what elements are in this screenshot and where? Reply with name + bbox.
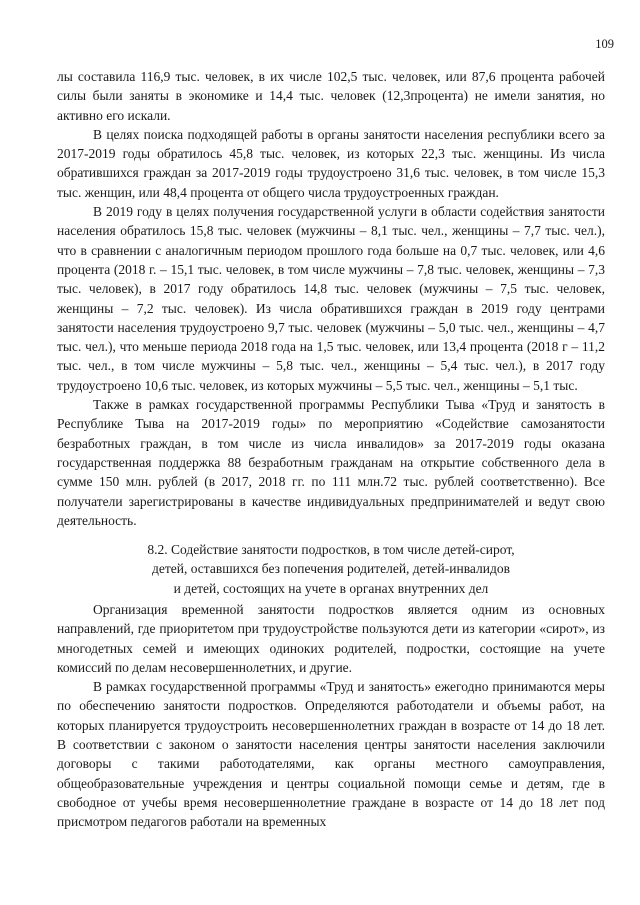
section-heading	[57, 540, 605, 598]
paragraph-job-search: В целях поиска подходящей работы в органы занятости населения республики всего за 2017-2019 годы обратилось 45,8 тыс. человек, из которых 22,3 тыс. женщины. Из числа обратившихся граждан за 2017-2019 годы трудоустроено 31,6 тыс. человек, в том числе 15,3 тыс. женщин, или 48,4 процента от общего числа трудоустроенных граждан.	[57, 126, 605, 200]
paragraph-temporary-employment: Организация временной занятости подростков является одним из основных направлений, где приоритетом при трудоустройстве пользуются дети из категории «сирот», из многодетных семей и имеющих одиноких родителей, подростки, состоящие на учете комиссий по делам несовершеннолетних, и другие.	[57, 602, 605, 675]
section-heading-line-2: детей, оставшихся без попечения родителей, детей-инвалидов	[151, 561, 510, 577]
bottom-text-block	[57, 600, 605, 832]
top-text-block	[57, 67, 605, 530]
section-heading-line-3: и детей, состоящих на учете в органах внутренних дел	[173, 580, 489, 596]
page-number: 109	[595, 37, 614, 51]
paragraph-self-employment: Также в рамках государственной программы Республики Тыва «Труд и занятость в Республике Тыва на 2017-2019 годы» по мероприятию «Содействие самозанятости безработных граждан, в том числе из числа инвалидов» за 2017-2019 годы оказана государственная поддержка 88 безработным гражданам на открытие собственного дела в сумме 150 млн. рублей (в 2017, 2018 гг. по 111 млн.72 тыс. рублей соответственно). Все получатели зарегистрированы в качестве индивидуальных предпринимателей и ведут свою деятельность.	[57, 397, 605, 528]
paragraph-program-measures: В рамках государственной программы «Труд и занятость» ежегодно принимаются меры по обеспечению занятости подростков. Определяются работодатели и объемы работ, на которых планируется трудоустроить несовершеннолетних граждан в возрасте от 14 до 18 лет. В соответствии с законом о занятости населения центры занятости населения заключили договоры с такими работодателями, как органы местного самоуправления, общеобразовательные учреждения и центры социальной помощи семье и детям, где в свободное от учебы время несовершеннолетние граждане в возрасте от 14 до 18 лет под присмотром педагогов работали на временных	[57, 679, 605, 830]
paragraph-2019-statistics: В 2019 году в целях получения государственной услуги в области содействия занятости населения обратилось 15,8 тыс. человек (мужчины – 8,1 тыс. чел., женщины – 7,7 тыс. чел.), что в сравнении с аналогичным периодом прошлого года больше на 0,7 тыс. человек, или 4,6 процента (2018 г. – 15,1 тыс. человек, в том числе мужчины – 7,8 тыс. человек, женщины – 7,3 тыс. человек), в 2017 году обратилось 14,8 тыс. человек (мужчины – 7,5 тыс. человек, женщины – 7,2 тыс. человек). Из числа обратившихся граждан в 2019 году центрами занятости населения трудоустроено 9,7 тыс. человек (мужчины – 5,0 тыс. чел., женщины – 4,7 тыс. чел.), что меньше периода 2018 года на 1,5 тыс. человек, или 13,4 процента (2018 г – 11,2 тыс. чел., в том числе мужчины – 5,8 тыс. чел., женщины – 5,4 тыс. чел.), в 2017 году трудоустроено 10,6 тыс. человек, из которых мужчины – 5,5 тыс. чел., женщины – 5,1 тыс.	[57, 204, 605, 393]
paragraph-continuation: лы составила 116,9 тыс. человек, в их числе 102,5 тыс. человек, или 87,6 процента рабочей силы были заняты в экономике и 14,4 тыс. человек (12,3процента) не имели занятия, но активно его искали.	[57, 69, 605, 123]
section-heading-line-1: 8.2. Содействие занятости подростков, в том числе детей-сирот,	[147, 542, 515, 557]
